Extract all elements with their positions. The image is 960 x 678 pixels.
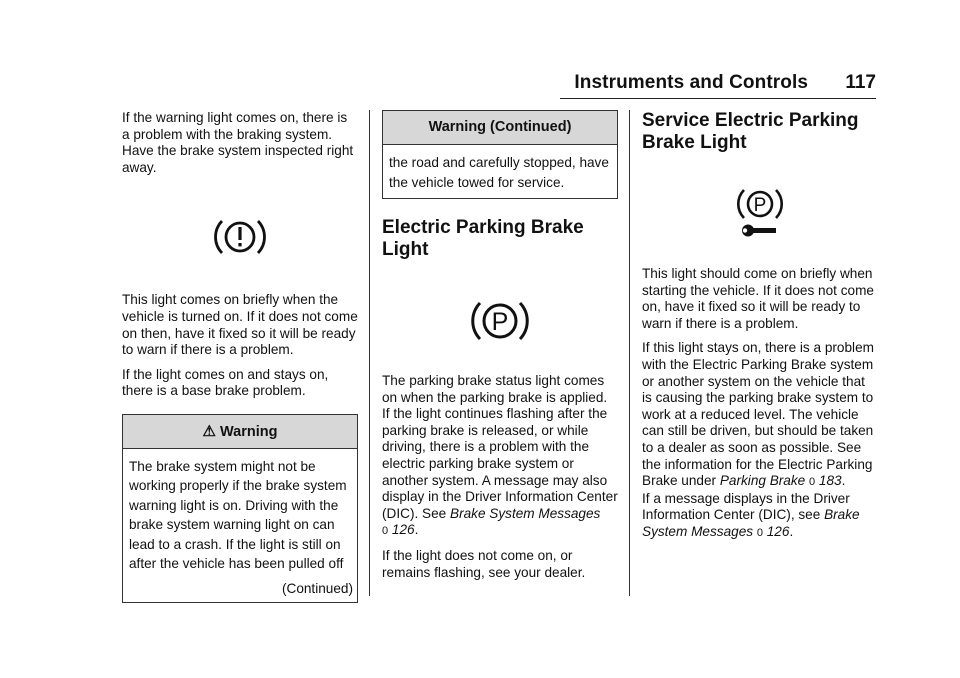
warning-header [123, 415, 357, 449]
warning-body: The brake system might not be working properly if the brake system warning light is on. Driving with the brake system warning light on can lead to a crash. If the light is still on after the vehicle has been pulled off [129, 458, 347, 572]
header-rule [560, 98, 876, 99]
warning-continued-body: the road and carefully stopped, have the vehicle towed for service. [389, 155, 609, 190]
ref-parking-brake[interactable]: Parking Brake [719, 473, 806, 489]
parking-brake-icon [382, 295, 618, 349]
warning-triangle-icon: ⚠ [202, 422, 216, 440]
section-title: Instruments and Controls [574, 72, 808, 93]
column-2 [382, 110, 618, 581]
service-parking-brake-icon [642, 184, 878, 240]
page-number: 117 [845, 72, 876, 93]
warning-title: Warning [220, 423, 278, 440]
col3-para2: If this light stays on, there is a problem with the Electric Parking Brake system or another system on the vehicle that is causing the parking brake system to work at a reduced level. The vehicle can still be driven, but should be taken to a dealer as soon as possible. See the information for the Electric Parking Brake under Parking Brake 0 183. If a message displays in the Driver Information Center (DIC), see Brake System Messages 0 126. [642, 340, 874, 539]
ref-page-126-b[interactable]: 126 [766, 523, 790, 539]
column-divider-2 [629, 110, 630, 596]
ref-brake-system-messages-1[interactable]: Brake System Messages [450, 505, 601, 521]
column-1 [122, 110, 358, 603]
ref-page-183[interactable]: 183 [818, 473, 842, 489]
ref-page-126-a[interactable]: 126 [391, 522, 415, 538]
column-3 [642, 110, 878, 542]
column-divider-1 [369, 110, 370, 596]
warning-continued-header: Warning (Continued) [383, 111, 617, 145]
col1-para3: If the light comes on and stays on, there is a base brake problem. [122, 366, 329, 399]
col1-para2: This light comes on briefly when the vehicle is turned on. If it does not come on then, have it fixed so it will be ready to warn if there is a problem. [122, 292, 358, 358]
heading-electric-parking-brake: Electric Parking Brake Light [382, 217, 584, 260]
page-ref-symbol: 0 [809, 476, 816, 489]
svg-text:P: P [491, 308, 509, 336]
page-ref-symbol: 0 [382, 525, 389, 538]
page-ref-symbol: 0 [756, 526, 763, 539]
col2-para2: If the light does not come on, or remains flashing, see your dealer. [382, 547, 586, 580]
brake-warning-icon [122, 214, 358, 264]
col3-para1: This light should come on briefly when starting the vehicle. If it does not come on, have it fixed so it will be ready to warn if there is a problem. [642, 266, 874, 331]
warning-box-1 [122, 414, 358, 603]
page-header [560, 72, 876, 96]
col2-para1: The parking brake status light comes on when the parking brake is applied. If the light continues flashing after the parking brake is released, or while driving, there is a problem with the electric parking brake system or another system. A message may also display in the Driver Information Center (DIC). See Brake System Messages 0 126. [382, 373, 618, 538]
heading-service-parking-brake: Service Electric Parking Brake Light [642, 110, 859, 153]
warning-box-2 [382, 110, 618, 199]
ref-brake-system-messages-2[interactable]: Brake System Messages [642, 507, 860, 539]
svg-text:P: P [753, 195, 767, 216]
warning-continued: (Continued) [281, 580, 353, 596]
col1-para1: If the warning light comes on, there is a problem with the braking system. Have the brake system inspected right away. [122, 110, 354, 175]
